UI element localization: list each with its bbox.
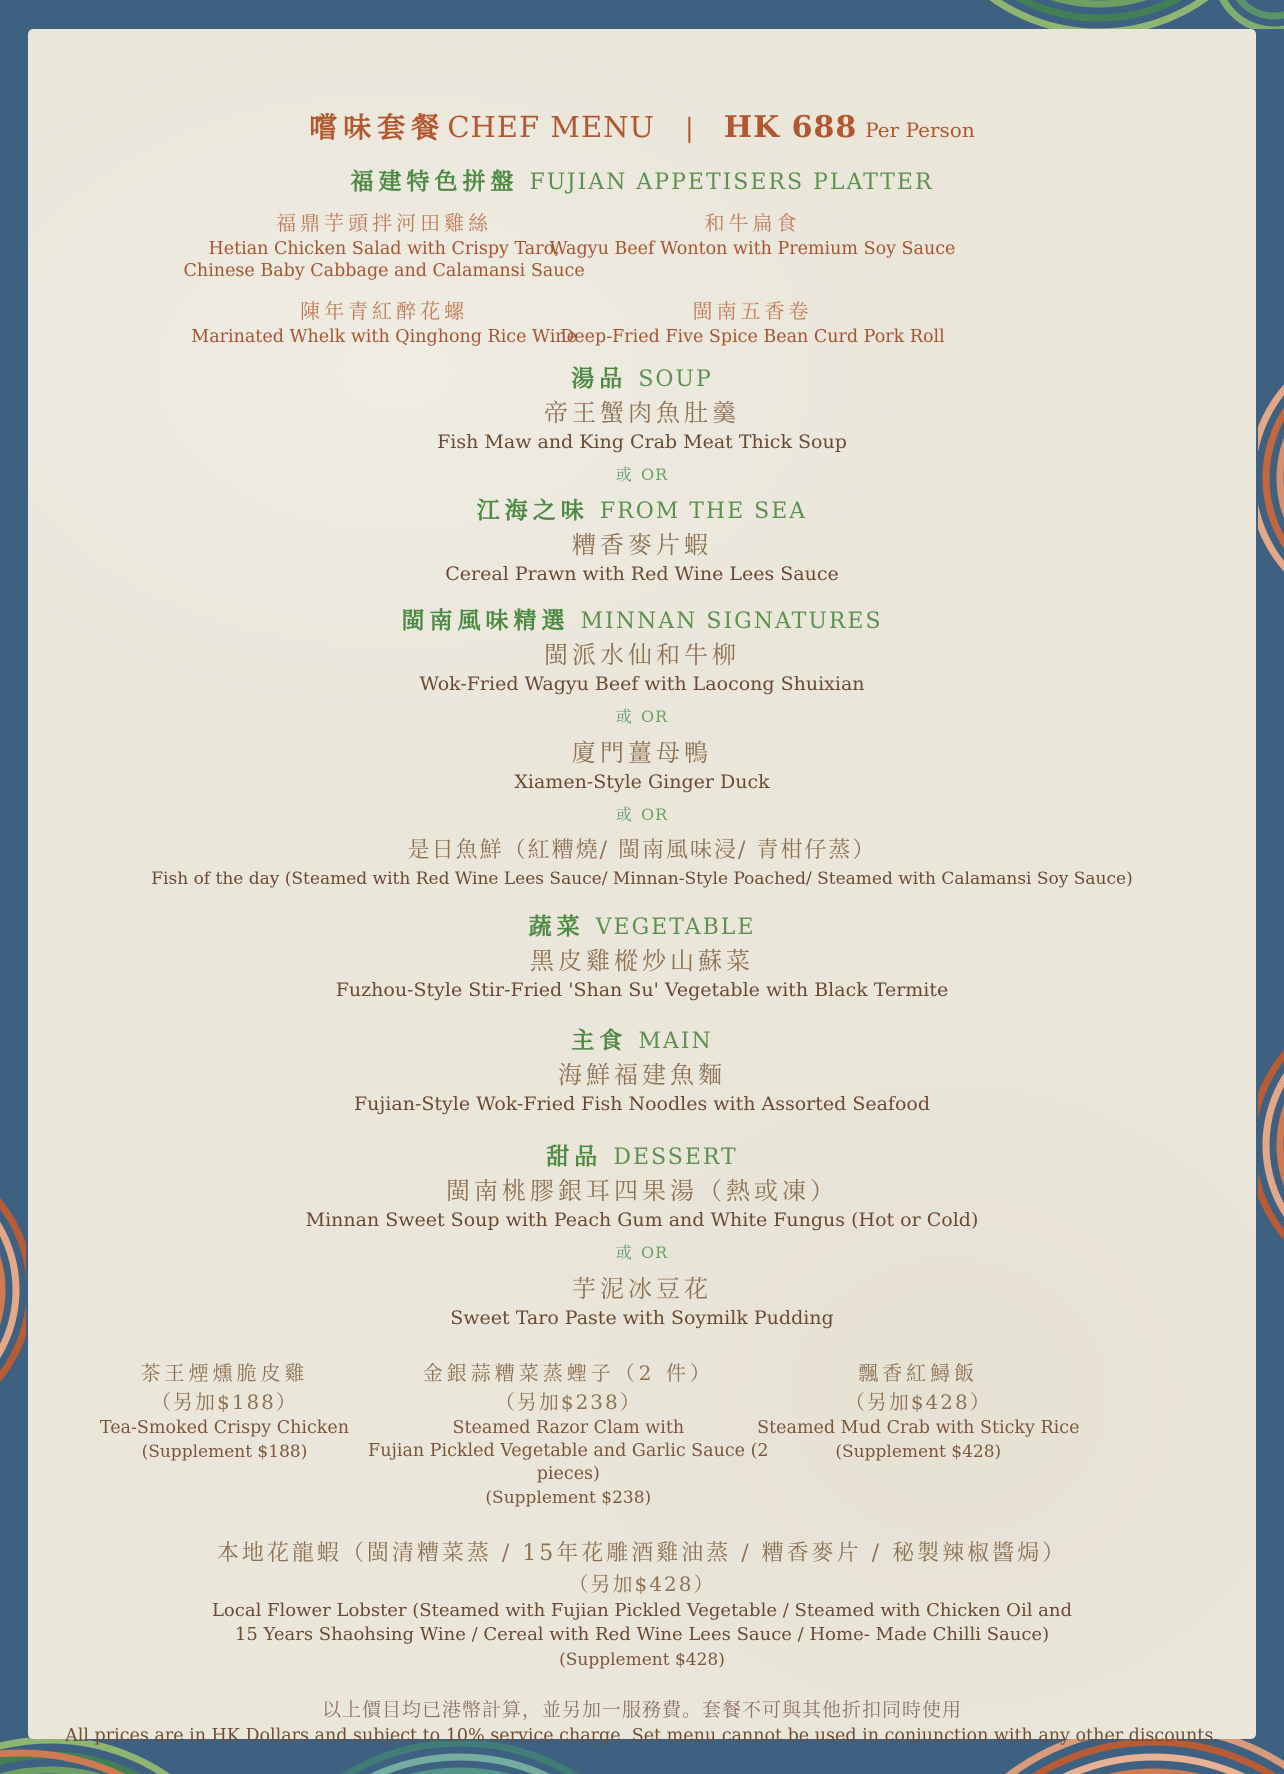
vegetable-dish-en: Fuzhou-Style Stir-Fried 'Shan Su' Vegetable with Black Termite [335,979,949,1001]
soup-heading-en: SOUP [638,367,713,392]
lobster-en: 15 Years Shaohsing Wine / Cereal with Red Wine Lees Sauce / Home- Made Chilli Sauce) [234,1624,1050,1645]
minnan-heading-en: MINNAN SIGNATURES [580,609,883,634]
vegetable-heading-en: VEGETABLE [595,915,756,940]
supplements-row [28,1359,1256,1509]
border-swirl-right-lower [1258,1030,1284,1260]
section-heading-from-the-sea [28,495,1256,529]
sea-dish-zh: 糟香麥片蝦 [572,531,712,559]
footer-note [28,1697,1256,1749]
supplement-en: Fujian Pickled Vegetable and Garlic Sauce (2 pieces) [368,1441,769,1484]
or-zh: 或 [615,1243,632,1262]
menu-price-unit: Per Person [865,118,975,142]
border-swirl-right-upper [1258,368,1284,588]
supplement-zh: 飄香紅鱘飯 [858,1361,979,1385]
menu-paper [28,29,1256,1746]
minnan-heading-zh: 閩南風味精選 [401,607,570,634]
or-en: OR [640,805,669,824]
dessert-option-en: Minnan Sweet Soup with Peach Gum and White Fungus (Hot or Cold) [305,1209,979,1231]
lobster-supplement [28,1539,1256,1673]
section-heading-appetisers [28,166,1256,200]
dessert-option-zh: 芋泥冰豆花 [572,1275,712,1303]
minnan-option-zh: 閩派水仙和牛柳 [544,641,740,669]
dessert-option-en: Sweet Taro Paste with Soymilk Pudding [450,1307,834,1329]
minnan-option-en: Xiamen-Style Ginger Duck [514,771,770,793]
or-zh: 或 [615,465,632,484]
dessert-heading-zh: 甜品 [546,1143,603,1170]
appetiser-name-en: Deep-Fried Five Spice Bean Curd Pork Roll [560,327,945,347]
or-en: OR [640,1243,669,1262]
sea-dish-en: Cereal Prawn with Red Wine Lees Sauce [445,563,839,585]
supplement-price-zh: （另加$238） [494,1390,642,1414]
or-zh: 或 [615,805,632,824]
or-divider [28,1241,1256,1265]
menu-title-zh: 嚐味套餐 [309,111,446,144]
supplement-en: Steamed Mud Crab with Sticky Rice [757,1418,1080,1438]
supplement-price-en: (Supplement $428) [835,1442,1002,1462]
vegetable-heading-zh: 蔬菜 [528,913,585,940]
main-dish-en: Fujian-Style Wok-Fried Fish Noodles with Assorted Seafood [354,1093,930,1115]
lobster-en: Local Flower Lobster (Steamed with Fujian Pickled Vegetable / Steamed with Chicken Oil and [211,1600,1073,1621]
soup-dish-zh: 帝王蟹肉魚肚羹 [544,399,740,427]
border-swirl-left-lower [0,1150,26,1430]
menu-title [28,105,1256,154]
appetiser-name-zh: 閩南五香卷 [692,299,813,323]
soup-heading-zh: 湯品 [571,365,628,392]
main-heading-en: MAIN [638,1029,713,1054]
appetiser-name-en: Hetian Chicken Salad with Crispy Taro, [208,239,560,259]
appetisers-heading-zh: 福建特色拼盤 [350,168,519,195]
or-en: OR [640,707,669,726]
or-zh: 或 [615,707,632,726]
section-heading-dessert [28,1141,1256,1175]
soup-dish-en: Fish Maw and King Crab Meat Thick Soup [437,431,847,453]
supplement-en: Tea-Smoked Crispy Chicken [99,1418,350,1438]
menu-title-en: CHEF MENU [447,110,655,144]
supplement-en: Steamed Razor Clam with [452,1418,685,1438]
lobster-price-zh: （另加$428） [568,1572,716,1596]
section-heading-vegetable [28,911,1256,945]
title-divider: | [684,114,694,144]
minnan-option-zh: 廈門薑母鴨 [572,739,712,767]
lobster-zh: 本地花龍蝦（閩清糟菜蒸 / 15年花雕酒雞油蒸 / 糟香麥片 / 秘製辣椒醬焗） [216,1541,1068,1566]
appetiser-name-zh: 和牛扁食 [704,211,801,235]
minnan-option-zh: 是日魚鮮（紅糟燒/ 閩南風味浸/ 青柑仔蒸） [407,838,877,863]
supplement-item [703,1359,1133,1464]
supplement-price-zh: （另加$188） [151,1390,298,1414]
supplement-price-zh: （另加$428） [844,1390,992,1414]
main-dish-zh: 海鮮福建魚麵 [558,1061,726,1089]
supplement-zh: 金銀蒜糟菜蒸蟶子（2 件） [422,1361,714,1385]
minnan-option-en: Fish of the day (Steamed with Red Wine Lees Sauce/ Minnan-Style Poached/ Steamed with Calamansi Soy Sauce) [151,869,1133,889]
border-swirl-top-right [884,0,1284,29]
appetiser-item [507,208,998,260]
footer-note-en: All prices are in HK Dollars and subject to 10% service charge. Set menu cannot be used in conjunction with any other discounts. [65,1726,1219,1746]
supplement-price-en: (Supplement $188) [141,1442,308,1462]
or-en: OR [640,465,669,484]
appetiser-name-en: Marinated Whelk with Qinghong Rice Wine [191,327,577,347]
section-heading-minnan [28,605,1256,639]
appetiser-name-en: Wagyu Beef Wonton with Premium Soy Sauce [549,239,956,259]
or-divider [28,463,1256,487]
appetisers-heading-en: FUJIAN APPETISERS PLATTER [529,170,934,195]
menu-price: HK 688 [723,110,858,145]
supplement-zh: 茶王煙燻脆皮雞 [140,1361,309,1385]
dessert-heading-en: DESSERT [613,1145,738,1170]
section-heading-soup [28,363,1256,397]
or-divider [28,803,1256,827]
appetiser-item [507,296,998,348]
sea-heading-en: FROM THE SEA [599,499,808,524]
dessert-option-zh: 閩南桃膠銀耳四果湯（熱或凍） [446,1177,838,1205]
appetiser-name-zh: 陳年青紅醉花螺 [300,299,469,323]
appetisers-grid [28,208,1256,349]
vegetable-dish-zh: 黑皮雞樅炒山蘇菜 [530,947,754,975]
footer-note-zh: 以上價目均已港幣計算，並另加一服務費。套餐不可與其他折扣同時使用 [321,1699,962,1721]
minnan-option-en: Wok-Fried Wagyu Beef with Laocong Shuixian [419,673,865,695]
section-heading-main [28,1025,1256,1059]
or-divider [28,705,1256,729]
main-heading-zh: 主食 [571,1027,628,1054]
appetiser-name-zh: 福鼎芋頭拌河田雞絲 [276,211,493,235]
supplement-price-en: (Supplement $238) [485,1488,652,1508]
appetiser-name-en: Chinese Baby Cabbage and Calamansi Sauce [183,261,585,281]
sea-heading-zh: 江海之味 [476,497,589,524]
lobster-price-en: (Supplement $428) [559,1650,725,1670]
